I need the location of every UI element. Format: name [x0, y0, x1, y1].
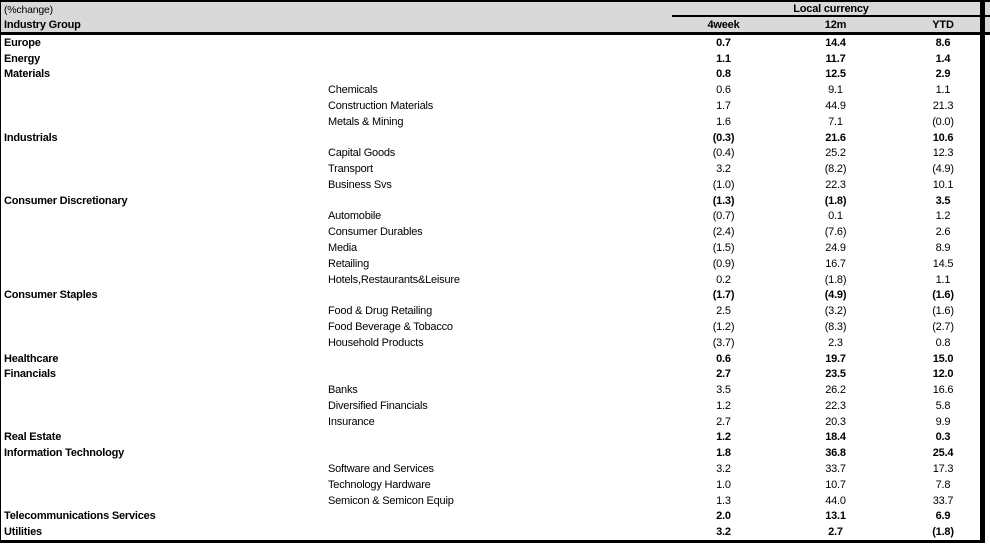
value-4week: 2.0	[716, 510, 731, 523]
table-row	[0, 430, 990, 446]
industry-label: Consumer Staples	[4, 289, 98, 302]
row-values	[672, 463, 990, 475]
industry-label: Food & Drug Retailing	[328, 305, 433, 318]
value-ytd: 6.9	[935, 510, 951, 523]
row-values	[672, 84, 990, 96]
value-ytd: 15.0	[932, 352, 954, 365]
row-values	[672, 100, 990, 112]
industry-group-header: Industry Group	[4, 18, 81, 31]
industry-label: Real Estate	[4, 431, 62, 444]
industry-label: Financials	[4, 368, 56, 381]
value-4week: 2.7	[716, 415, 731, 428]
value-ytd: 25.4	[932, 447, 954, 460]
row-values	[672, 116, 990, 128]
value-12m: 25.2	[825, 147, 846, 160]
value-12m: (8.2)	[824, 163, 847, 176]
table-row	[0, 272, 990, 288]
industry-label: Banks	[328, 384, 358, 397]
industry-label: Transport	[328, 163, 373, 176]
row-values	[672, 53, 990, 65]
value-4week: 1.7	[716, 100, 731, 113]
industry-label: Retailing	[328, 257, 370, 270]
row-values	[672, 526, 990, 538]
industry-label: Energy	[4, 52, 41, 65]
value-4week: 1.2	[716, 431, 731, 444]
value-4week: (0.9)	[712, 257, 735, 270]
industry-label: Semicon & Semicon Equip	[328, 494, 454, 507]
header-row-columns	[0, 17, 990, 32]
table-row	[0, 461, 990, 477]
percent-change-label: (%change)	[4, 3, 53, 16]
table-row	[0, 493, 990, 509]
value-12m: (4.9)	[824, 289, 847, 302]
column-header-12m: 12m	[824, 18, 847, 31]
table-row	[0, 382, 990, 398]
value-12m: 18.4	[825, 431, 846, 444]
industry-label: Consumer Durables	[328, 226, 423, 239]
value-4week: 1.3	[716, 494, 731, 507]
value-4week: 1.1	[716, 52, 731, 65]
value-4week: 1.2	[716, 399, 731, 412]
value-4week: 1.8	[716, 447, 731, 460]
value-ytd: 8.6	[935, 36, 951, 49]
value-ytd: (1.6)	[932, 289, 954, 302]
value-4week: (1.2)	[712, 320, 735, 333]
row-values	[672, 337, 990, 349]
table-row	[0, 98, 990, 114]
value-4week: 3.2	[716, 526, 731, 539]
value-ytd: 9.9	[935, 415, 951, 428]
value-ytd: (2.7)	[932, 320, 954, 333]
row-values	[672, 147, 990, 159]
row-values	[672, 258, 990, 270]
value-4week: (1.0)	[712, 178, 735, 191]
table-row	[0, 161, 990, 177]
value-4week: 2.7	[716, 368, 731, 381]
value-12m: 26.2	[825, 384, 846, 397]
table-row	[0, 319, 990, 335]
value-ytd: 2.9	[935, 68, 951, 81]
row-values	[672, 226, 990, 238]
value-ytd: 12.0	[932, 368, 954, 381]
table-row	[0, 114, 990, 130]
value-ytd: 10.6	[932, 131, 954, 144]
value-ytd: 0.8	[935, 336, 951, 349]
value-4week: 3.5	[716, 384, 731, 397]
value-12m: 23.5	[825, 368, 846, 381]
value-12m: (1.8)	[824, 194, 847, 207]
value-12m: 24.9	[825, 242, 846, 255]
table-row	[0, 67, 990, 83]
value-4week: 0.8	[716, 68, 731, 81]
table-row	[0, 524, 990, 540]
table-row	[0, 177, 990, 193]
value-4week: 1.0	[716, 478, 731, 491]
table-row	[0, 224, 990, 240]
value-12m: 19.7	[825, 352, 846, 365]
value-ytd: (0.0)	[932, 115, 954, 128]
row-values	[672, 242, 990, 254]
industry-label: Diversified Financials	[328, 399, 428, 412]
table-body	[0, 35, 990, 540]
industry-label: Media	[328, 242, 357, 255]
table-row	[0, 398, 990, 414]
value-ytd: (1.6)	[932, 305, 954, 318]
row-values	[672, 274, 990, 286]
value-ytd: 17.3	[932, 462, 954, 475]
row-values	[672, 179, 990, 191]
value-4week: 3.2	[716, 462, 731, 475]
value-ytd: 14.5	[932, 257, 954, 270]
value-12m: 13.1	[825, 510, 846, 523]
industry-label: Metals & Mining	[328, 115, 404, 128]
value-4week: 0.2	[716, 273, 731, 286]
table-row	[0, 130, 990, 146]
value-ytd: 21.3	[932, 100, 954, 113]
industry-label: Hotels,Restaurants&Leisure	[328, 273, 460, 286]
value-12m: 22.3	[825, 178, 846, 191]
value-12m: 12.5	[825, 68, 846, 81]
industry-label: Construction Materials	[328, 100, 434, 113]
industry-label: Telecommunications Services	[4, 510, 156, 523]
table-row	[0, 303, 990, 319]
industry-label: Capital Goods	[328, 147, 396, 160]
value-12m: 7.1	[828, 115, 843, 128]
value-12m: 9.1	[828, 84, 843, 97]
value-4week: (1.3)	[712, 194, 735, 207]
value-12m: 2.3	[828, 336, 843, 349]
industry-label: Europe	[4, 36, 41, 49]
row-values	[672, 479, 990, 491]
industry-label: Information Technology	[4, 447, 125, 460]
table-row	[0, 351, 990, 367]
table-row	[0, 414, 990, 430]
value-ytd: 12.3	[932, 147, 954, 160]
table-row	[0, 256, 990, 272]
value-12m: 44.0	[825, 494, 846, 507]
value-ytd: 3.5	[935, 194, 951, 207]
industry-label: Chemicals	[328, 84, 378, 97]
value-4week: (1.5)	[712, 242, 735, 255]
value-12m: (8.3)	[824, 320, 847, 333]
value-ytd: 8.9	[935, 242, 951, 255]
value-ytd: 0.3	[935, 431, 951, 444]
table-row	[0, 51, 990, 67]
value-12m: 20.3	[825, 415, 846, 428]
table-row	[0, 240, 990, 256]
table-row	[0, 335, 990, 351]
value-ytd: 33.7	[932, 494, 954, 507]
row-values	[672, 353, 990, 365]
value-12m: 2.7	[828, 526, 843, 539]
table-row	[0, 145, 990, 161]
table-row	[0, 366, 990, 382]
value-ytd: 1.1	[935, 84, 951, 97]
value-ytd: 5.8	[935, 399, 951, 412]
table-row	[0, 35, 990, 51]
value-12m: 21.6	[825, 131, 846, 144]
row-values	[672, 431, 990, 443]
row-values	[672, 447, 990, 459]
column-header-4week: 4week	[707, 18, 740, 31]
value-12m: 0.1	[828, 210, 843, 223]
row-values	[672, 195, 990, 207]
industry-label: Technology Hardware	[328, 478, 431, 491]
value-4week: (0.3)	[712, 131, 735, 144]
value-12m: (7.6)	[824, 226, 847, 239]
table-row	[0, 445, 990, 461]
row-values	[672, 210, 990, 222]
table-row	[0, 193, 990, 209]
table-header	[0, 0, 990, 35]
row-values	[672, 68, 990, 80]
value-ytd: 10.1	[932, 178, 954, 191]
value-4week: (1.7)	[712, 289, 735, 302]
row-values	[672, 384, 990, 396]
table-border-left	[0, 0, 1, 543]
table-row	[0, 477, 990, 493]
industry-label: Utilities	[4, 526, 42, 539]
value-ytd: (4.9)	[932, 163, 954, 176]
value-4week: 0.7	[716, 36, 731, 49]
industry-label: Insurance	[328, 415, 375, 428]
row-values	[672, 368, 990, 380]
industry-label: Consumer Discretionary	[4, 194, 128, 207]
value-12m: (3.2)	[824, 305, 847, 318]
column-headers	[672, 19, 990, 31]
row-values	[672, 132, 990, 144]
value-4week: (0.7)	[712, 210, 735, 223]
header-row-currency	[0, 2, 990, 17]
row-values	[672, 495, 990, 507]
table-row	[0, 508, 990, 524]
row-values	[672, 416, 990, 428]
value-4week: 1.6	[716, 115, 731, 128]
industry-label: Industrials	[4, 131, 58, 144]
value-12m: 14.4	[825, 36, 846, 49]
row-values	[672, 163, 990, 175]
value-4week: 0.6	[716, 84, 731, 97]
value-ytd: 1.4	[935, 52, 951, 65]
value-4week: 0.6	[716, 352, 731, 365]
table-border-bottom	[0, 540, 985, 543]
row-values	[672, 305, 990, 317]
row-values	[672, 289, 990, 301]
value-12m: 22.3	[825, 399, 846, 412]
value-ytd: 7.8	[935, 478, 951, 491]
value-4week: 3.2	[716, 163, 731, 176]
value-4week: 2.5	[716, 305, 731, 318]
value-12m: 44.9	[825, 100, 846, 113]
industry-label: Materials	[4, 68, 50, 81]
table-row	[0, 82, 990, 98]
row-values	[672, 37, 990, 49]
value-12m: 11.7	[825, 52, 846, 65]
row-values	[672, 510, 990, 522]
value-ytd: 16.6	[932, 384, 954, 397]
row-values	[672, 400, 990, 412]
value-12m: 33.7	[825, 462, 846, 475]
value-ytd: 2.6	[935, 226, 951, 239]
industry-label: Automobile	[328, 210, 382, 223]
value-12m: (1.8)	[824, 273, 847, 286]
row-values	[672, 321, 990, 333]
value-ytd: 1.2	[935, 210, 951, 223]
table-row	[0, 288, 990, 304]
industry-label: Software and Services	[328, 462, 434, 475]
value-ytd: (1.8)	[932, 526, 954, 539]
value-4week: (2.4)	[712, 226, 735, 239]
value-12m: 16.7	[825, 257, 846, 270]
value-4week: (0.4)	[712, 147, 735, 160]
value-12m: 10.7	[825, 478, 846, 491]
value-12m: 36.8	[825, 447, 846, 460]
currency-group-header: Local currency	[672, 2, 990, 17]
value-ytd: 1.1	[935, 273, 951, 286]
industry-label: Food Beverage & Tobacco	[328, 320, 453, 333]
industry-label: Household Products	[328, 336, 424, 349]
industry-label: Business Svs	[328, 178, 392, 191]
industry-label: Healthcare	[4, 352, 59, 365]
table-row	[0, 209, 990, 225]
table-border-right	[980, 0, 985, 543]
column-header-ytd: YTD	[932, 18, 954, 31]
value-4week: (3.7)	[712, 336, 735, 349]
